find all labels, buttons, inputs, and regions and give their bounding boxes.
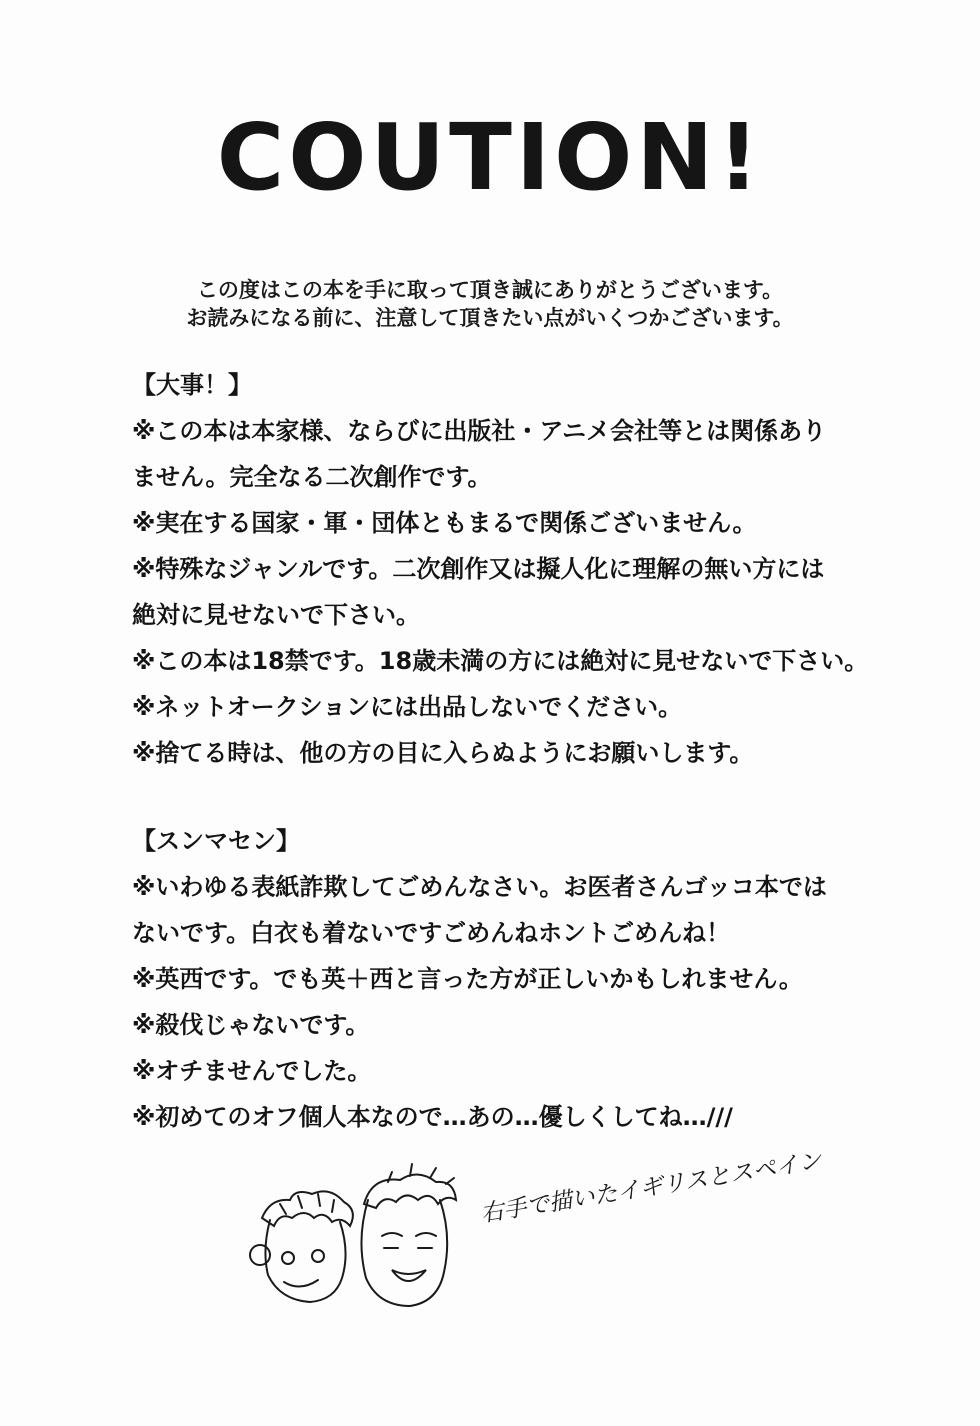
section-heading: 【大事！】: [132, 371, 252, 399]
sketch-caption: 右手で描いたイギリスとスペイン: [478, 1148, 824, 1228]
notice-line: ※オチませんでした。: [132, 1057, 372, 1085]
doodle-face-left: [250, 1191, 353, 1302]
intro-line: この度はこの本を手に取って頂き誠にありがとうございます。: [196, 278, 784, 302]
notice-line: ※殺伐じゃないです。: [132, 1011, 370, 1039]
section-apology: [132, 818, 852, 1140]
intro-line: お読みになる前に、注意して頂きたい点がいくつかございます。: [186, 306, 794, 330]
notice-line: ※捨てる時は、他の方の目に入らぬようにお願いします。: [132, 739, 754, 767]
notice-line: ※特殊なジャンルです。二次創作又は擬人化に理解の無い方には: [132, 555, 825, 583]
notice-line: ※いわゆる表紙詐欺してごめんなさい。お医者さんゴッコ本では: [132, 873, 827, 901]
section-heading: 【スンマセン】: [132, 827, 300, 855]
notice-line: ※実在する国家・軍・団体ともまるで関係ございません。: [132, 509, 757, 537]
page-title: COUTION!: [216, 104, 764, 211]
intro-text: [0, 276, 980, 332]
notice-line: ※この本は18禁です。18歳未満の方には絶対に見せないで下さい。: [132, 647, 869, 675]
notice-line: ※初めてのオフ個人本なので…あの…優しくしてね…///: [132, 1103, 733, 1131]
section-important: [132, 362, 869, 776]
notice-line: ※英西です。でも英＋西と言った方が正しいかもしれません。: [132, 965, 803, 993]
doodle-face-right: [361, 1164, 456, 1306]
notice-line: ないです。白衣も着ないですごめんねホントごめんね！: [132, 919, 731, 947]
notice-line: ※ネットオークションには出品しないでください。: [132, 693, 683, 721]
notice-line: 絶対に見せないで下さい。: [132, 601, 420, 629]
notice-line: ※この本は本家様、ならびに出版社・アニメ会社等とは関係あり: [132, 417, 827, 445]
notice-line: ません。完全なる二次創作です。: [132, 463, 492, 491]
